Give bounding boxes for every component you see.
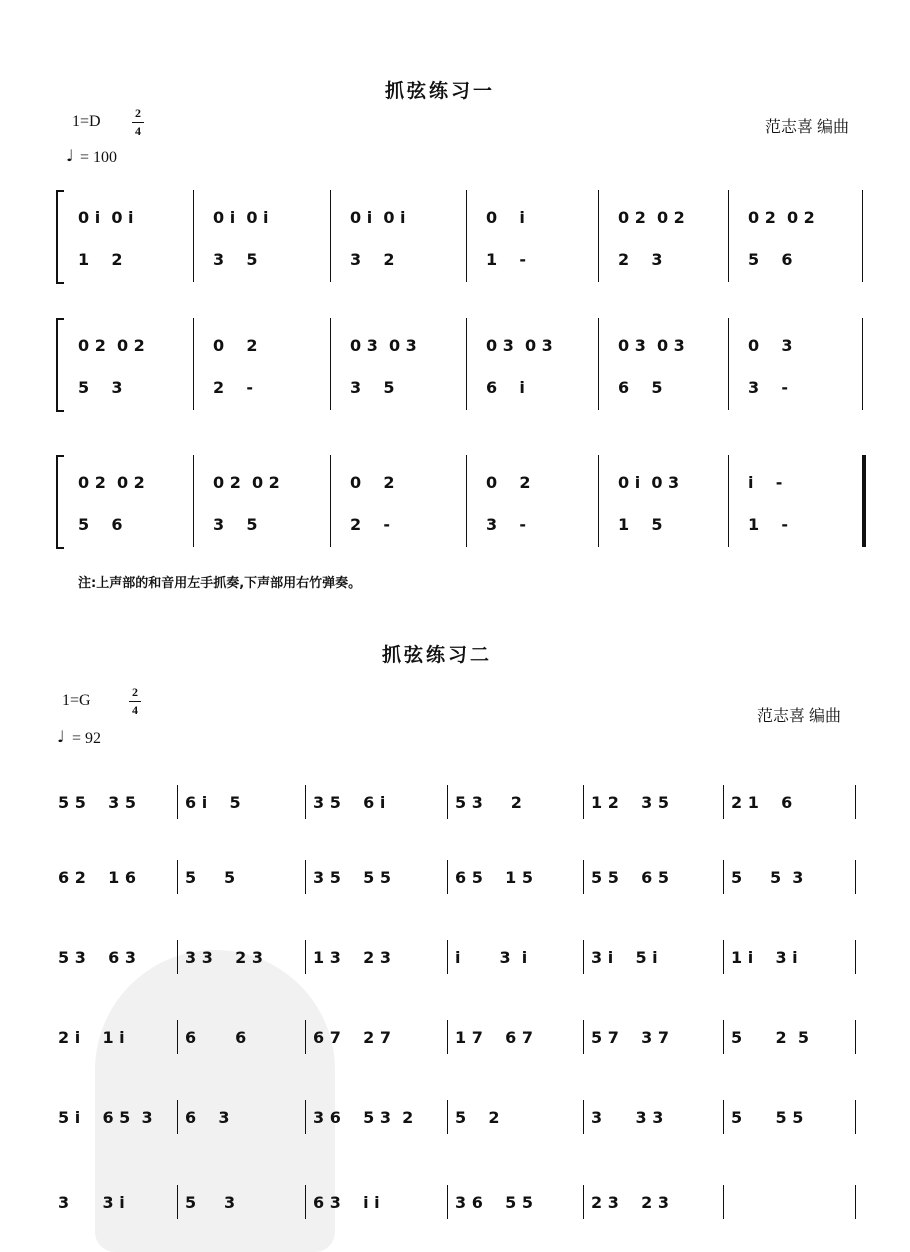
- barline: [466, 455, 467, 547]
- barline: [598, 318, 599, 410]
- upper-voice-measure: 0 3 0 3: [350, 336, 417, 355]
- measure: 6 2 1 6: [58, 868, 136, 887]
- exercise1-time-signature: [132, 106, 144, 139]
- barline: [723, 1185, 724, 1219]
- barline: [583, 860, 584, 894]
- barline: [583, 785, 584, 819]
- measure: 5 5: [185, 868, 236, 887]
- exercise1-title: 抓弦练习一: [385, 80, 496, 102]
- barline: [466, 190, 467, 282]
- measure: 2 3 2 3: [591, 1193, 669, 1212]
- time-numerator: 2: [135, 106, 141, 120]
- measure: 2 i 1 i: [58, 1028, 125, 1047]
- measure: 3 6 5 3 2: [313, 1108, 414, 1127]
- exercise2-key: 1=G: [62, 692, 91, 709]
- system-brace: [56, 455, 64, 549]
- measure: 3 i 5 i: [591, 948, 658, 967]
- exercise1-tempo: = 100: [80, 149, 118, 166]
- upper-voice-measure: 0 i: [486, 208, 525, 227]
- barline: [330, 318, 331, 410]
- time-numerator: 2: [132, 685, 138, 699]
- barline: [447, 1185, 448, 1219]
- exercise2-title: 抓弦练习二: [382, 644, 493, 666]
- barline: [723, 940, 724, 974]
- barline: [330, 455, 331, 547]
- exercise1-footnote: 注:上声部的和音用左手抓奏,下声部用右竹弹奏。: [78, 576, 362, 591]
- time-denominator: 4: [135, 124, 141, 138]
- barline: [447, 785, 448, 819]
- barline: [855, 785, 856, 819]
- barline: [177, 785, 178, 819]
- barline: [305, 785, 306, 819]
- barline: [305, 1185, 306, 1219]
- measure: 3 5 5 5: [313, 868, 391, 887]
- measure: 1 i 3 i: [731, 948, 798, 967]
- barline: [305, 860, 306, 894]
- barline: [177, 860, 178, 894]
- measure: 5 5 5: [731, 1108, 804, 1127]
- barline: [583, 1100, 584, 1134]
- barline: [598, 190, 599, 282]
- upper-voice-measure: 0 2: [486, 473, 531, 492]
- lower-voice-measure: 3 5: [213, 250, 258, 269]
- lower-voice-measure: 3 -: [486, 515, 527, 534]
- barline: [177, 1100, 178, 1134]
- exercise1-arranger: 范志喜 编曲: [765, 119, 850, 136]
- barline: [855, 1100, 856, 1134]
- barline: [862, 318, 863, 410]
- lower-voice-measure: 3 -: [748, 378, 789, 397]
- barline: [723, 860, 724, 894]
- upper-voice-measure: 0 2 0 2: [213, 473, 280, 492]
- lower-voice-measure: 2 -: [350, 515, 391, 534]
- measure: i 3 i: [455, 948, 528, 967]
- measure: 5 i 6 5 3: [58, 1108, 153, 1127]
- measure: 5 2: [455, 1108, 500, 1127]
- exercise2-arranger: 范志喜 编曲: [757, 708, 842, 725]
- barline: [447, 1100, 448, 1134]
- barline: [305, 1100, 306, 1134]
- upper-voice-measure: 0 3 0 3: [618, 336, 685, 355]
- measure: 5 7 3 7: [591, 1028, 669, 1047]
- lower-voice-measure: 2 3: [618, 250, 663, 269]
- measure: 3 6 5 5: [455, 1193, 533, 1212]
- measure: 3 3 i: [58, 1193, 125, 1212]
- measure: 1 7 6 7: [455, 1028, 533, 1047]
- barline: [723, 785, 724, 819]
- barline: [447, 1020, 448, 1054]
- barline: [728, 190, 729, 282]
- measure: 6 5 1 5: [455, 868, 533, 887]
- barline: [177, 1020, 178, 1054]
- measure: 3 3 3: [591, 1108, 664, 1127]
- lower-voice-measure: 3 2: [350, 250, 395, 269]
- upper-voice-measure: 0 2 0 2: [78, 473, 145, 492]
- lower-voice-measure: 5 3: [78, 378, 123, 397]
- barline: [193, 455, 194, 547]
- lower-voice-measure: 5 6: [748, 250, 793, 269]
- measure: 5 3: [185, 1193, 236, 1212]
- barline: [583, 1185, 584, 1219]
- measure: 5 3 2: [455, 793, 522, 812]
- exercise1-key: 1=D: [72, 113, 101, 130]
- barline: [193, 318, 194, 410]
- upper-voice-measure: 0 i 0 i: [213, 208, 269, 227]
- lower-voice-measure: 6 5: [618, 378, 663, 397]
- barline: [723, 1020, 724, 1054]
- barline: [855, 940, 856, 974]
- exercise2-time-signature: [129, 685, 141, 718]
- barline: [855, 1185, 856, 1219]
- barline: [305, 940, 306, 974]
- measure: 3 3 2 3: [185, 948, 263, 967]
- lower-voice-measure: 1 -: [486, 250, 527, 269]
- measure: 6 7 2 7: [313, 1028, 391, 1047]
- measure: 6 6: [185, 1028, 247, 1047]
- measure: 5 3 6 3: [58, 948, 136, 967]
- measure: 5 5 3 5: [58, 793, 136, 812]
- barline: [177, 1185, 178, 1219]
- lower-voice-measure: 6 i: [486, 378, 525, 397]
- upper-voice-measure: 0 3 0 3: [486, 336, 553, 355]
- upper-voice-measure: 0 i 0 i: [350, 208, 406, 227]
- upper-voice-measure: 0 i 0 i: [78, 208, 134, 227]
- barline: [330, 190, 331, 282]
- barline: [855, 1020, 856, 1054]
- upper-voice-measure: 0 2 0 2: [748, 208, 815, 227]
- time-denominator: 4: [132, 703, 138, 717]
- upper-voice-measure: 0 2: [213, 336, 258, 355]
- barline: [728, 318, 729, 410]
- barline: [447, 940, 448, 974]
- lower-voice-measure: 3 5: [350, 378, 395, 397]
- upper-voice-measure: 0 i 0 3: [618, 473, 680, 492]
- upper-voice-measure: 0 2 0 2: [618, 208, 685, 227]
- measure: 6 3 i i: [313, 1193, 380, 1212]
- barline: [193, 190, 194, 282]
- barline: [862, 190, 863, 282]
- measure: 5 5 6 5: [591, 868, 669, 887]
- barline: [583, 1020, 584, 1054]
- measure: 5 5 3: [731, 868, 804, 887]
- barline: [862, 455, 866, 547]
- lower-voice-measure: 5 6: [78, 515, 123, 534]
- barline: [855, 860, 856, 894]
- barline: [583, 940, 584, 974]
- measure: 5 2 5: [731, 1028, 809, 1047]
- upper-voice-measure: 0 2 0 2: [78, 336, 145, 355]
- system-brace: [56, 318, 64, 412]
- note-icon: ♩: [66, 146, 74, 165]
- barline: [177, 940, 178, 974]
- note-icon: ♩: [57, 727, 65, 746]
- measure: 6 i 5: [185, 793, 241, 812]
- measure: 1 3 2 3: [313, 948, 391, 967]
- upper-voice-measure: i -: [748, 473, 783, 492]
- barline: [728, 455, 729, 547]
- measure: 6 3: [185, 1108, 230, 1127]
- upper-voice-measure: 0 2: [350, 473, 395, 492]
- barline: [466, 318, 467, 410]
- exercise2-tempo: = 92: [72, 730, 102, 747]
- measure: 3 5 6 i: [313, 793, 386, 812]
- barline: [723, 1100, 724, 1134]
- upper-voice-measure: 0 3: [748, 336, 793, 355]
- lower-voice-measure: 3 5: [213, 515, 258, 534]
- lower-voice-measure: 1 -: [748, 515, 789, 534]
- system-brace: [56, 190, 64, 284]
- measure: 1 2 3 5: [591, 793, 669, 812]
- barline: [598, 455, 599, 547]
- lower-voice-measure: 2 -: [213, 378, 254, 397]
- measure: 2 1 6: [731, 793, 793, 812]
- lower-voice-measure: 1 2: [78, 250, 123, 269]
- lower-voice-measure: 1 5: [618, 515, 663, 534]
- barline: [447, 860, 448, 894]
- barline: [305, 1020, 306, 1054]
